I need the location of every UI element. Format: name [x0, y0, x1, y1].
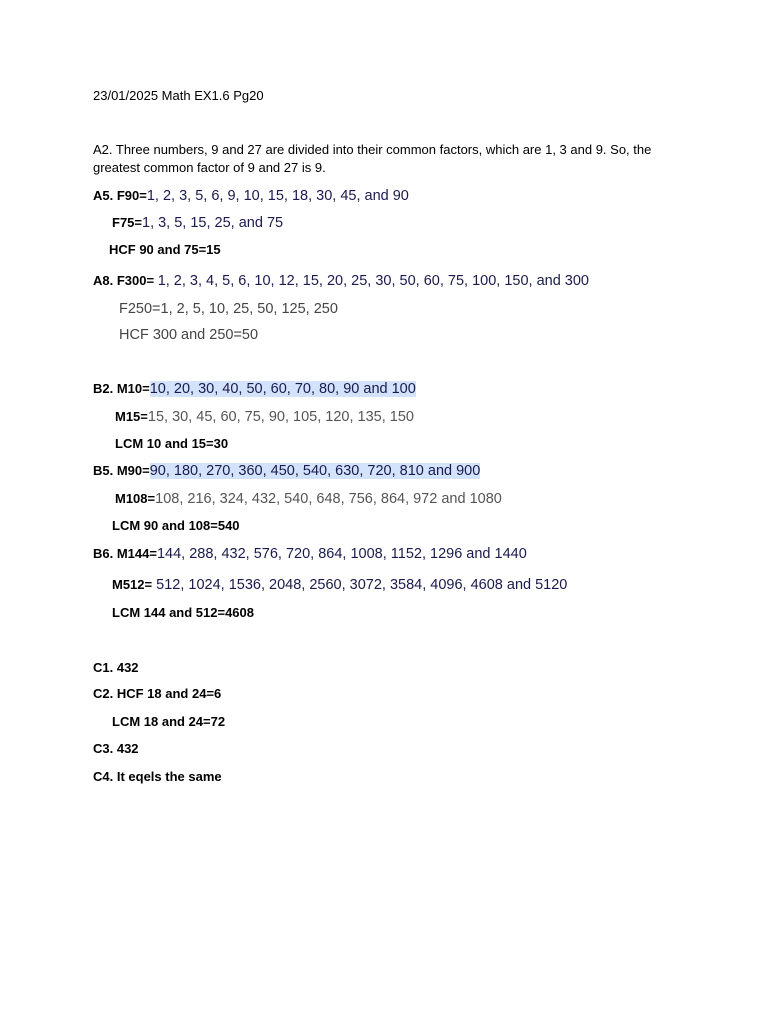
m108-value: 108, 216, 324, 432, 540, 648, 756, 864, 972 and 1080: [155, 491, 502, 507]
answer-c3: C3. 432: [93, 741, 139, 756]
answer-a5-f75: [112, 214, 283, 232]
answer-b2: [93, 380, 416, 398]
b2-lcm: LCM 10 and 15=30: [115, 436, 229, 451]
c2-lcm: LCM 18 and 24=72: [112, 714, 226, 729]
answer-b5-m108: [115, 490, 502, 508]
answer-c4: C4. It eqels the same: [93, 769, 222, 784]
answer-b5: [93, 462, 480, 480]
m108-label: M108=: [115, 491, 156, 506]
b2-label: B2. M10=: [93, 381, 150, 396]
m512-value: 512, 1024, 1536, 2048, 2560, 3072, 3584, 4096, 4608 and 5120: [152, 577, 568, 593]
document-header: 23/01/2025 Math EX1.6 Pg20: [93, 88, 264, 103]
answer-b2-m15: [115, 408, 414, 426]
m15-value: 15, 30, 45, 60, 75, 90, 105, 120, 135, 150: [147, 409, 414, 425]
m15-label: M15=: [115, 409, 148, 424]
answer-a8: [93, 272, 589, 290]
answer-b6: [93, 545, 527, 563]
answer-a2: A2. Three numbers, 9 and 27 are divided into their common factors, which are 1, 3 and 9. So, the greatest common factor of 9 and 27 is 9.: [93, 142, 652, 175]
a8-f250: F250=1, 2, 5, 10, 25, 50, 125, 250: [119, 301, 338, 317]
a8-value: 1, 2, 3, 4, 5, 6, 10, 12, 15, 20, 25, 30, 50, 60, 75, 100, 150, and 300: [157, 273, 589, 289]
answer-b6-m512: [112, 576, 567, 594]
b6-lcm: LCM 144 and 512=4608: [112, 605, 254, 620]
m512-label: M512=: [112, 577, 153, 592]
a8-label: A8. F300=: [93, 273, 158, 288]
f75-value: 1, 3, 5, 15, 25, and 75: [142, 215, 284, 231]
answer-c2: C2. HCF 18 and 24=6: [93, 686, 222, 701]
a5-hcf: HCF 90 and 75=15: [109, 242, 221, 257]
b5-label: B5. M90=: [93, 463, 150, 478]
b5-value: 90, 180, 270, 360, 450, 540, 630, 720, 810 and 900: [149, 463, 481, 479]
b2-value: 10, 20, 30, 40, 50, 60, 70, 80, 90 and 100: [149, 381, 416, 397]
a8-hcf: HCF 300 and 250=50: [119, 327, 259, 343]
a5-value: 1, 2, 3, 5, 6, 9, 10, 15, 18, 30, 45, and 90: [146, 188, 409, 204]
a5-label: A5. F90=: [93, 188, 147, 203]
b6-label: B6. M144=: [93, 546, 157, 561]
f75-label: F75=: [112, 215, 142, 230]
b5-lcm: LCM 90 and 108=540: [112, 518, 240, 533]
answer-a5: [93, 187, 409, 205]
answer-c1: C1. 432: [93, 660, 139, 675]
b6-value: 144, 288, 432, 576, 720, 864, 1008, 1152, 1296 and 1440: [156, 546, 527, 562]
